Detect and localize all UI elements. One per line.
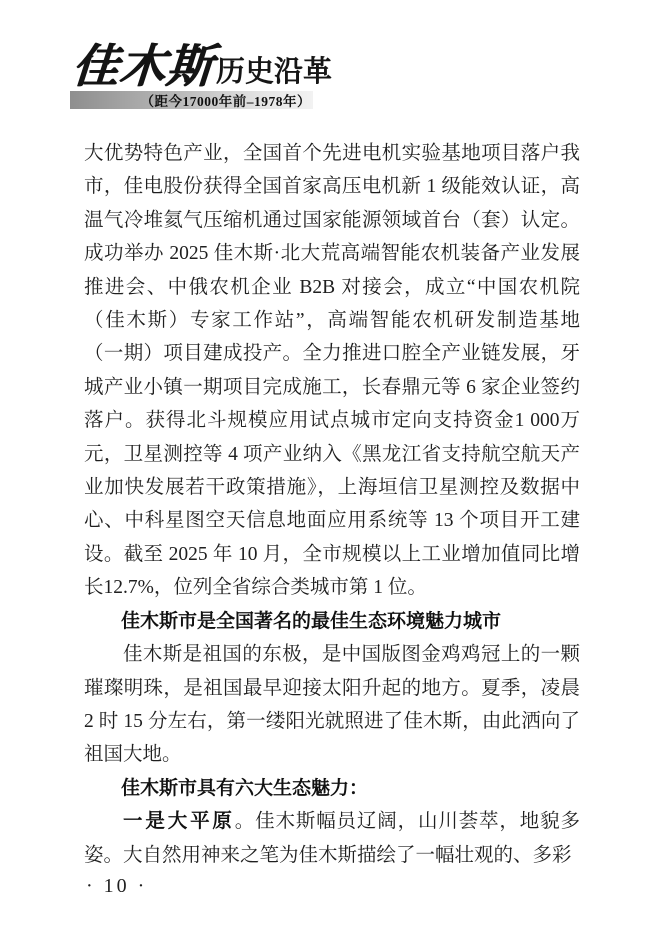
- paragraph-industry: 大优势特色产业，全国首个先进电机实验基地项目落户我市，佳电股份获得全国首家高压电机新 1 级能效认证，高温气冷堆氦气压缩机通过国家能源领域首台（套）认定。成功举办 2025 佳木斯·北大荒高端智能农机装备产业发展推进会、中俄农机企业 B2B 对接会，成立“中国农机院（佳木斯）专家工作站”，高端智能农机研发制造基地（一期）项目建成投产。全力推进口腔全产业链发展，牙城产业小镇一期项目完成施工，长春鼎元等 6 家企业签约落户。获得北斗规模应用试点城市定向支持资金1 000万元，卫星测控等 4 项产业纳入《黑龙江省支持航空航天产业加快发展若干政策措施》，上海垣信卫星测控及数据中心、中科星图空天信息地面应用系统等 13 个项目开工建设。截至 2025 年 10 月，全市规模以上工业增加值同比增长12.7%，位列全省综合类城市第 1 位。: [84, 143, 580, 599]
- logo-script-title: 佳木斯: [70, 41, 215, 92]
- logo-title: 历史沿革: [216, 56, 333, 88]
- heading-eco-city: 佳木斯市是全国著名的最佳生态环境魅力城市: [121, 610, 502, 632]
- heading-six-charms: 佳木斯市具有六大生态魅力：: [121, 777, 369, 799]
- paragraph-east-pole: 佳木斯是祖国的东极，是中国版图金鸡鸡冠上的一颗璀璨明珠，是祖国最早迎接太阳升起的地方。夏季，凌晨 2 时 15 分左右，第一缕阳光就照进了佳木斯，由此洒向了祖国大地。: [84, 644, 580, 766]
- page-number: · 10 ·: [86, 875, 148, 897]
- paragraph-plain-lead: 一是大平原: [123, 810, 235, 833]
- paragraph-plain-rest: 。佳木斯幅员辽阔，山川荟萃，地貌多姿。大自然用神来之笔为佳木斯描绘了一幅壮观的、多彩: [84, 811, 580, 866]
- paragraph-plain: [84, 805, 580, 872]
- logo-subtitle: （距今17000年前–1978年）: [140, 94, 311, 109]
- page-body: [84, 137, 580, 872]
- header-gradient-bar: [70, 91, 313, 109]
